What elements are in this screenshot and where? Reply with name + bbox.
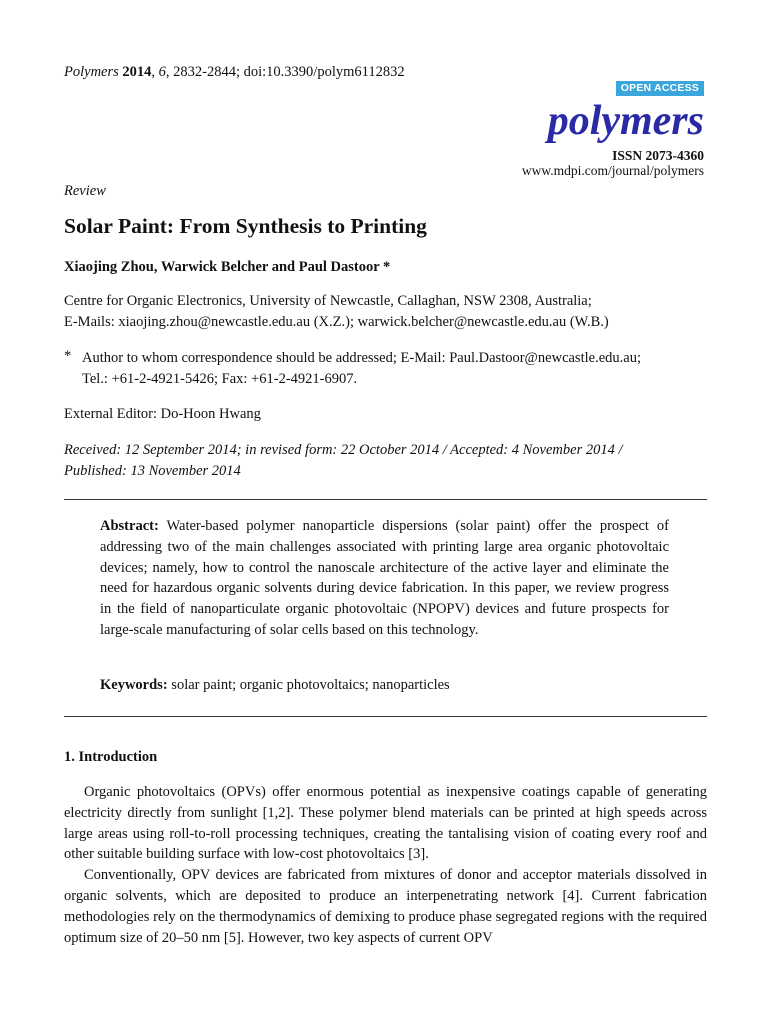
external-editor: External Editor: Do-Hoon Hwang (64, 406, 261, 422)
year: 2014 (122, 64, 152, 80)
article-title: Solar Paint: From Synthesis to Printing (64, 214, 427, 238)
journal-name: Polymers (64, 64, 119, 80)
paragraph: Organic photovoltaics (OPVs) offer enormous potential as inexpensive coatings capable of generating electricity directly from sunlight [1,2]. These polymer blend materials can be printed at high speeds across large areas using roll-to-roll processing techniques, creating the tantalising vision of coating every roof and other suitable building surface with low-cost photovoltaics [3]. (64, 784, 707, 863)
abstract (100, 516, 669, 641)
keywords-text: solar paint; organic photovoltaics; nanoparticles (167, 677, 450, 693)
body-text (64, 782, 707, 948)
section-heading: 1. Introduction (64, 749, 158, 765)
citation-line: Polymers 2014, 6, 2832-2844; doi:10.3390/polym6112832 (64, 64, 405, 80)
correspondence-star: * (64, 348, 72, 364)
abstract-text: Water-based polymer nanoparticle dispersions (solar paint) offer the prospect of addressing two of the main challenges associated with printing large area organic photovoltaic devices; namely, how to control the nanoscale architecture of the active layer and eliminate the need for hazardous organic solvents during device fabrication. In this paper, we review progress in the field of nanoparticulate organic photovoltaic (NPOPV) devices and future prospects for large-scale manufacturing of solar cells based on this technology. (100, 518, 669, 638)
paragraph: Conventionally, OPV devices are fabricated from mixtures of donor and acceptor materials dissolved in organic solvents, which are deposited to produce an interpenetrating network [4]. Current fabrication methodologies rely on the thermodynamics of demixing to produce phase segregated regions with the required optimum size of 20–50 nm [5]. However, two key aspects of current OPV (64, 867, 707, 946)
keywords (100, 677, 450, 694)
dates-line-1: Received: 12 September 2014; in revised form: 22 October 2014 / Accepted: 4 November 2014 / (64, 442, 623, 458)
volume: 6 (158, 64, 166, 80)
correspondence-line-1: Author to whom correspondence should be addressed; E-Mail: Paul.Dastoor@newcastle.edu.au; (82, 350, 641, 366)
affiliation: Centre for Organic Electronics, University of Newcastle, Callaghan, NSW 2308, Australia; (64, 293, 592, 309)
pages-doi: 2832-2844; doi:10.3390/polym6112832 (173, 64, 405, 80)
issn: ISSN 2073-4360 (612, 148, 704, 163)
journal-url[interactable]: www.mdpi.com/journal/polymers (521, 163, 704, 178)
article-type: Review (64, 183, 106, 199)
correspondence-line-2: Tel.: +61-2-4921-5426; Fax: +61-2-4921-6907. (82, 371, 358, 387)
authors: Xiaojing Zhou, Warwick Belcher and Paul Dastoor * (64, 259, 391, 275)
dates (64, 440, 704, 482)
emails[interactable]: E-Mails: xiaojing.zhou@newcastle.edu.au (X.Z.); warwick.belcher@newcastle.edu.au (W.B.) (64, 314, 609, 330)
open-access-badge: OPEN ACCESS (616, 81, 704, 96)
top-rule (64, 499, 707, 500)
abstract-label: Abstract: (100, 518, 159, 534)
bottom-rule (64, 716, 707, 717)
journal-logo: polymers (547, 98, 704, 144)
keywords-label: Keywords: (100, 677, 168, 693)
dates-line-2: Published: 13 November 2014 (64, 463, 241, 479)
